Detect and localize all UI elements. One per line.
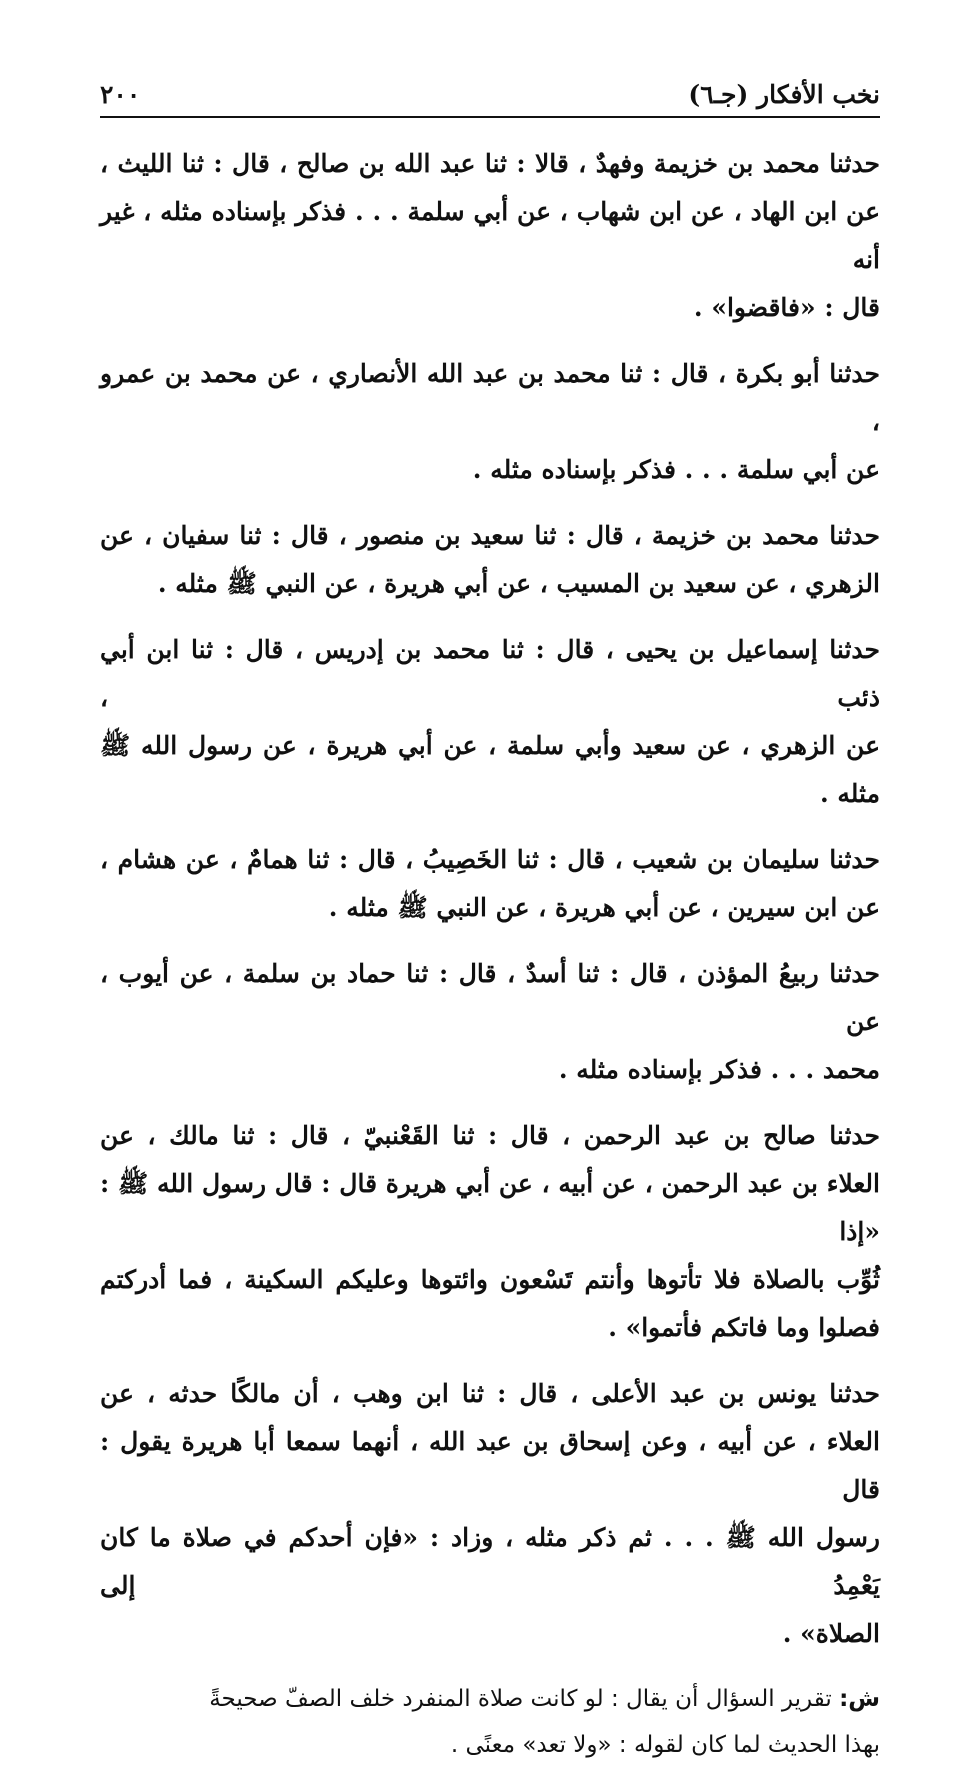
text-line: العلاء بن عبد الرحمن ، عن أبيه ، عن أبي هريرة قال : قال رسول الله ﷺ : «إذا: [100, 1169, 880, 1246]
text-line: حدثنا صالح بن عبد الرحمن ، قال : ثنا القَعْنبيّ ، قال : ثنا مالك ، عن: [100, 1121, 880, 1150]
hadith-paragraph: [100, 1112, 880, 1352]
text-line: حدثنا أبو بكرة ، قال : ثنا محمد بن عبد الله الأنصاري ، عن محمد بن عمرو ،: [100, 359, 880, 436]
page-number: ٢٠٠: [100, 79, 141, 109]
commentary-line: بهذا الحديث لما كان لقوله : «ولا تعد» معنًى .: [450, 1732, 880, 1758]
text-line: حدثنا سليمان بن شعيب ، قال : ثنا الخَصِيبُ ، قال : ثنا همامٌ ، عن هشام ،: [100, 845, 880, 874]
commentary-marker: ش:: [839, 1686, 880, 1712]
commentary-line: تقرير السؤال أن يقال : لو كانت صلاة المنفرد خلف الصفّ صحيحةً: [209, 1686, 832, 1712]
hadith-paragraph: [100, 140, 880, 332]
hadith-paragraph: [100, 512, 880, 608]
text-line: محمد . . . فذكر بإسناده مثله .: [558, 1055, 880, 1084]
hadith-paragraph: [100, 950, 880, 1094]
hadith-paragraph: [100, 836, 880, 932]
text-line: عن الزهري ، عن سعيد وأبي سلمة ، عن أبي هريرة ، عن رسول الله ﷺ مثله .: [100, 731, 880, 808]
text-line: حدثنا إسماعيل بن يحيى ، قال : ثنا محمد بن إدريس ، قال : ثنا ابن أبي ذئب ،: [100, 635, 880, 712]
text-line: الزهري ، عن سعيد بن المسيب ، عن أبي هريرة ، عن النبي ﷺ مثله .: [157, 569, 880, 598]
hadith-paragraphs: [100, 140, 880, 1658]
text-line: الصلاة» .: [782, 1619, 880, 1648]
text-line: حدثنا محمد بن خزيمة ، قال : ثنا سعيد بن منصور ، قال : ثنا سفيان ، عن: [100, 521, 880, 550]
text-line: حدثنا ربيعُ المؤذن ، قال : ثنا أسدٌ ، قال : ثنا حماد بن سلمة ، عن أيوب ، عن: [100, 959, 880, 1036]
text-line: فصلوا وما فاتكم فأتموا» .: [608, 1313, 880, 1342]
text-line: عن أبي سلمة . . . فذكر بإسناده مثله .: [472, 455, 880, 484]
text-line: ثُوِّب بالصلاة فلا تأتوها وأنتم تَسْعون وائتوها وعليكم السكينة ، فما أدركتم: [100, 1265, 880, 1294]
text-line: حدثنا يونس بن عبد الأعلى ، قال : ثنا ابن وهب ، أن مالكًا حدثه ، عن: [100, 1379, 880, 1408]
text-line: قال : «فاقضوا» .: [693, 293, 880, 322]
hadith-paragraph: [100, 350, 880, 494]
hadith-paragraph: [100, 1370, 880, 1658]
text-line: عن ابن الهاد ، عن ابن شهاب ، عن أبي سلمة . . . فذكر بإسناده مثله ، غير أنه: [100, 197, 880, 274]
hadith-paragraph: [100, 626, 880, 818]
book-title: نخب الأفكار (جـ٦): [688, 79, 880, 109]
text-line: عن ابن سيرين ، عن أبي هريرة ، عن النبي ﷺ مثله .: [328, 893, 880, 922]
commentary-paragraph: [100, 1676, 880, 1768]
text-line: العلاء ، عن أبيه ، وعن إسحاق بن عبد الله ، أنهما سمعا أبا هريرة يقول : قال: [100, 1427, 880, 1504]
text-line: حدثنا محمد بن خزيمة وفهدٌ ، قالا : ثنا عبد الله بن صالح ، قال : ثنا الليث ،: [100, 149, 880, 178]
page-header: [100, 72, 880, 118]
text-line: رسول الله ﷺ . . . ثم ذكر مثله ، وزاد : «فإن أحدكم في صلاة ما كان يَعْمِدُ إلى: [100, 1523, 880, 1600]
page-body: [100, 140, 880, 1768]
